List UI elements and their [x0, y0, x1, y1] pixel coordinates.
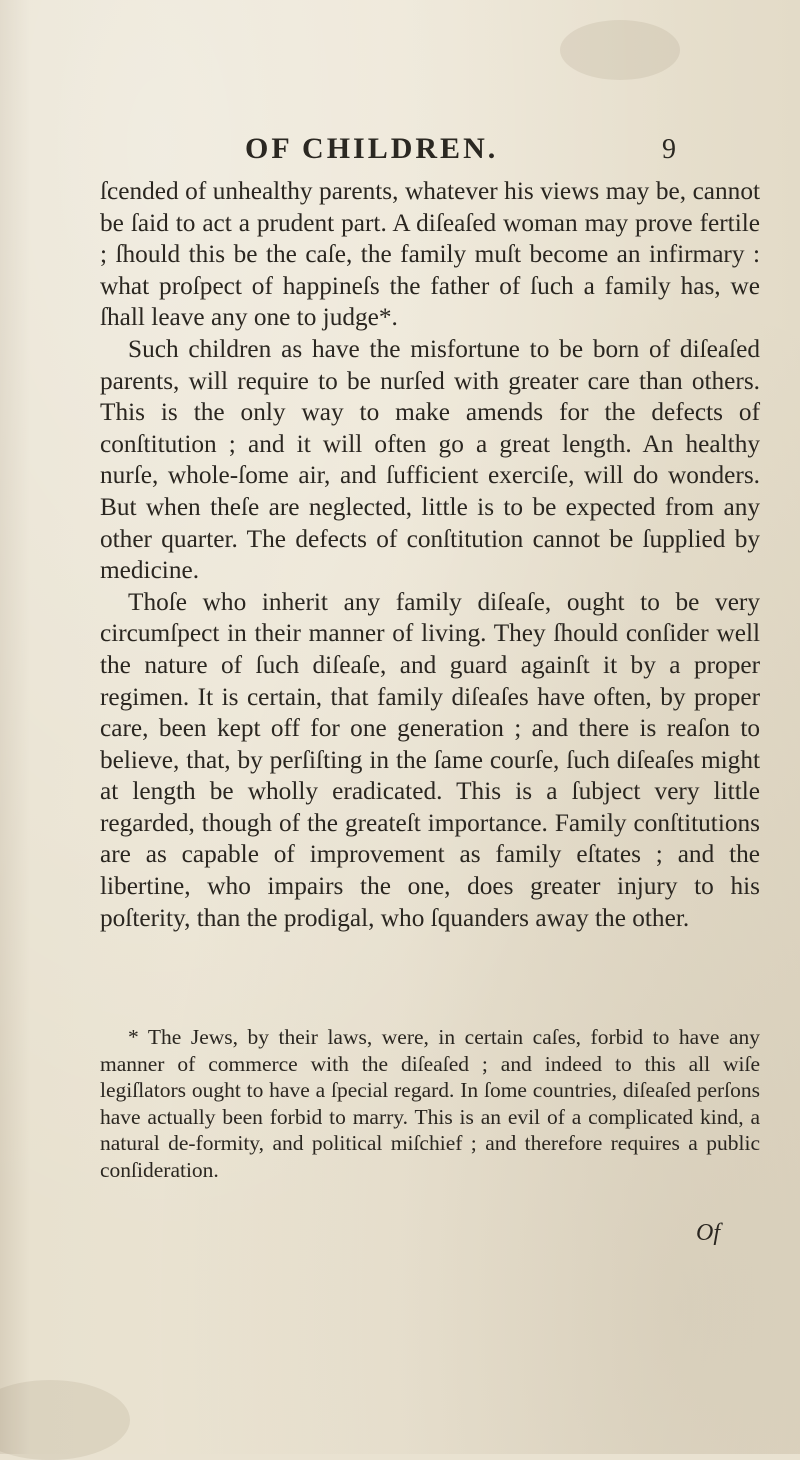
paragraph-3: Thoſe who inherit any family diſeaſe, ought to be very circumſpect in their manner of living. They ſhould conſider well the nature of ſuch diſeaſe, and guard againſt it by a proper regimen. It is certain, that family diſeaſes have often, by proper care, been kept off for one generation ; and there is reaſon to believe, that, by perſiſting in the ſame courſe, ſuch diſeaſes might at length be wholly eradicated. This is a ſubject very little regarded, though of the greateſt importance. Family conſtitutions are as capable of improvement as family eſtates ; and the libertine, who impairs the one, does greater injury to his poſterity, than the prodigal, who ſquanders away the other. — [100, 587, 760, 932]
page-header — [0, 132, 800, 172]
footnote-text: * The Jews, by their laws, were, in certain caſes, forbid to have any manner of commerce with the diſeaſed ; and indeed to this all wiſe legiſlators ought to have a ſpecial regard. In ſome countries, diſeaſed perſons have actually been forbid to marry. This is an evil of a complicated kind, a natural de-formity, and political miſchief ; and therefore requires a public conſideration. — [100, 1025, 760, 1182]
page-number: 9 — [662, 134, 676, 165]
catchword: Of — [696, 1220, 720, 1246]
paper-stain — [560, 20, 680, 80]
running-head: OF CHILDREN. — [245, 132, 499, 165]
paragraph-2: Such children as have the misfortune to be born of diſeaſed parents, will require to be nurſed with greater care than others. This is the only way to make amends for the defects of conſtitution ; and it will often go a great length. An healthy nurſe, whole-ſome air, and ſufficient exerciſe, will do wonders. But when theſe are neglected, little is to be expected from any other quarter. The defects of conſtitution cannot be ſupplied by medicine. — [100, 334, 760, 585]
footnote — [100, 1024, 760, 1183]
paper-stain — [0, 1380, 130, 1460]
paragraph-1: ſcended of unhealthy parents, whatever his views may be, cannot be ſaid to act a prudent part. A diſeaſed woman may prove fertile ; ſhould this be the caſe, the family muſt become an infirmary : what proſpect of happineſs the father of ſuch a family has, we ſhall leave any one to judge*. — [100, 177, 760, 332]
main-text — [100, 176, 760, 934]
